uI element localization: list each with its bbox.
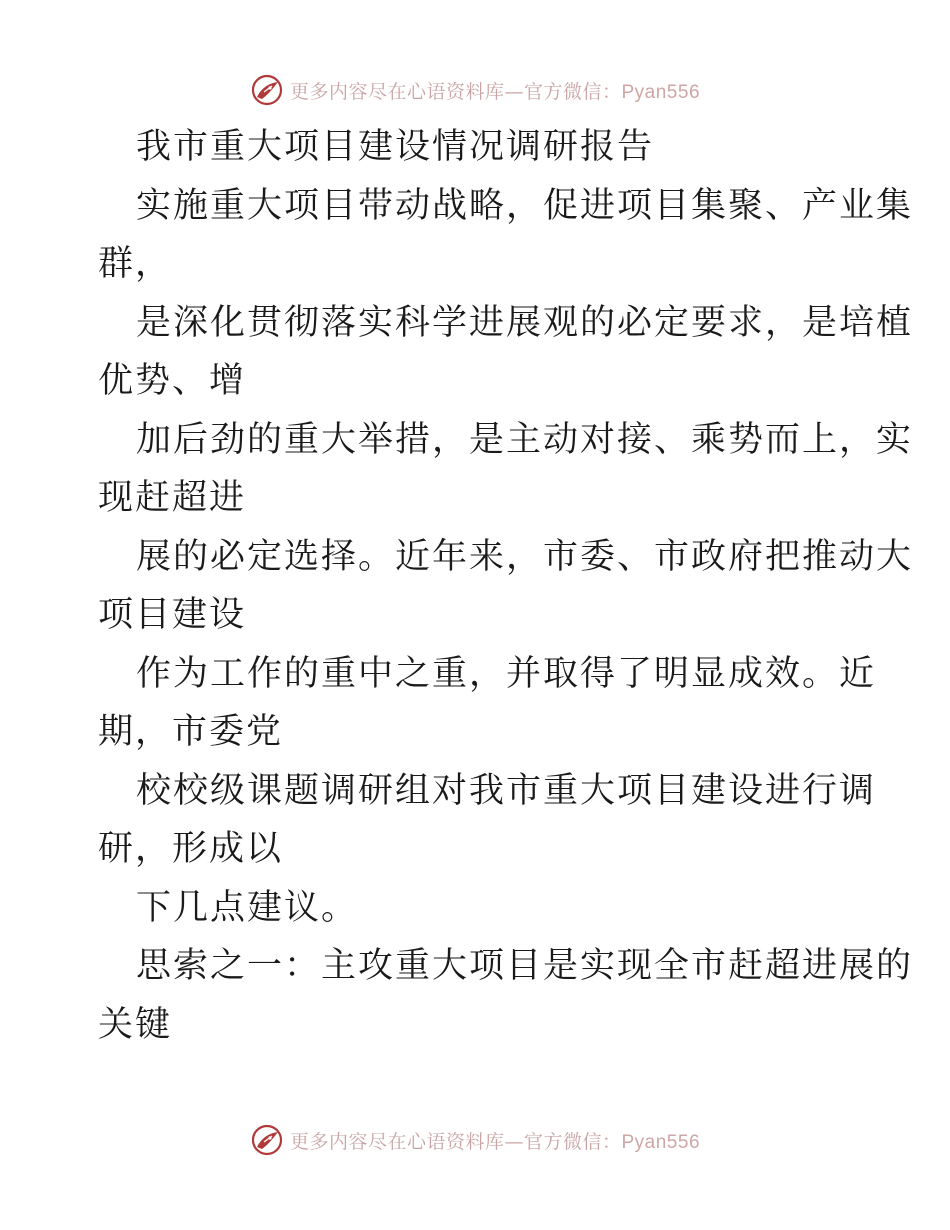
footer-banner <box>0 1120 950 1160</box>
text-line: 现赶超进 <box>98 478 247 518</box>
text-line: 作为工作的重中之重，并取得了明显成效。近 <box>136 653 877 694</box>
text-line: 期，市委党 <box>98 712 284 752</box>
text-line: 思索之一：主攻重大项目是实现全市赶超进展的 <box>136 946 914 986</box>
text-line: 展的必定选择。近年来，市委、市政府把推动大 <box>136 536 914 577</box>
text-line: 群， <box>98 244 173 284</box>
banner-text <box>290 1127 700 1154</box>
text-line: 加后劲的重大举措，是主动对接、乘势而上，实 <box>136 419 914 460</box>
text-line: 校校级课题调研组对我市重大项目建设进行调 <box>136 770 877 811</box>
text-line: 实施重大项目带动战略，促进项目集聚、产业集 <box>136 185 914 226</box>
header-banner <box>0 70 950 110</box>
banner-prefix: 更多内容尽在心语资料库—官方微信： <box>289 1130 622 1153</box>
text-line: 是深化贯彻落实科学进展观的必定要求，是培植 <box>136 302 914 343</box>
text-line: 研，形成以 <box>98 829 284 869</box>
document-title: 我市重大项目建设情况调研报告 <box>136 127 655 167</box>
banner-wechat-id: Pyan556 <box>621 1131 701 1153</box>
text-line: 优势、增 <box>98 361 247 401</box>
pen-nib-logo-icon <box>250 1123 284 1157</box>
text-line: 下几点建议。 <box>136 887 359 928</box>
text-line: 关键 <box>98 1004 173 1045</box>
banner-prefix: 更多内容尽在心语资料库—官方微信： <box>289 80 622 103</box>
banner-wechat-id: Pyan556 <box>621 81 701 103</box>
banner-group <box>250 1123 700 1157</box>
banner-text <box>290 77 700 104</box>
text-line: 项目建设 <box>98 595 247 635</box>
pen-nib-logo-icon <box>250 73 284 107</box>
document-body <box>98 118 914 1054</box>
banner-group <box>250 73 700 107</box>
